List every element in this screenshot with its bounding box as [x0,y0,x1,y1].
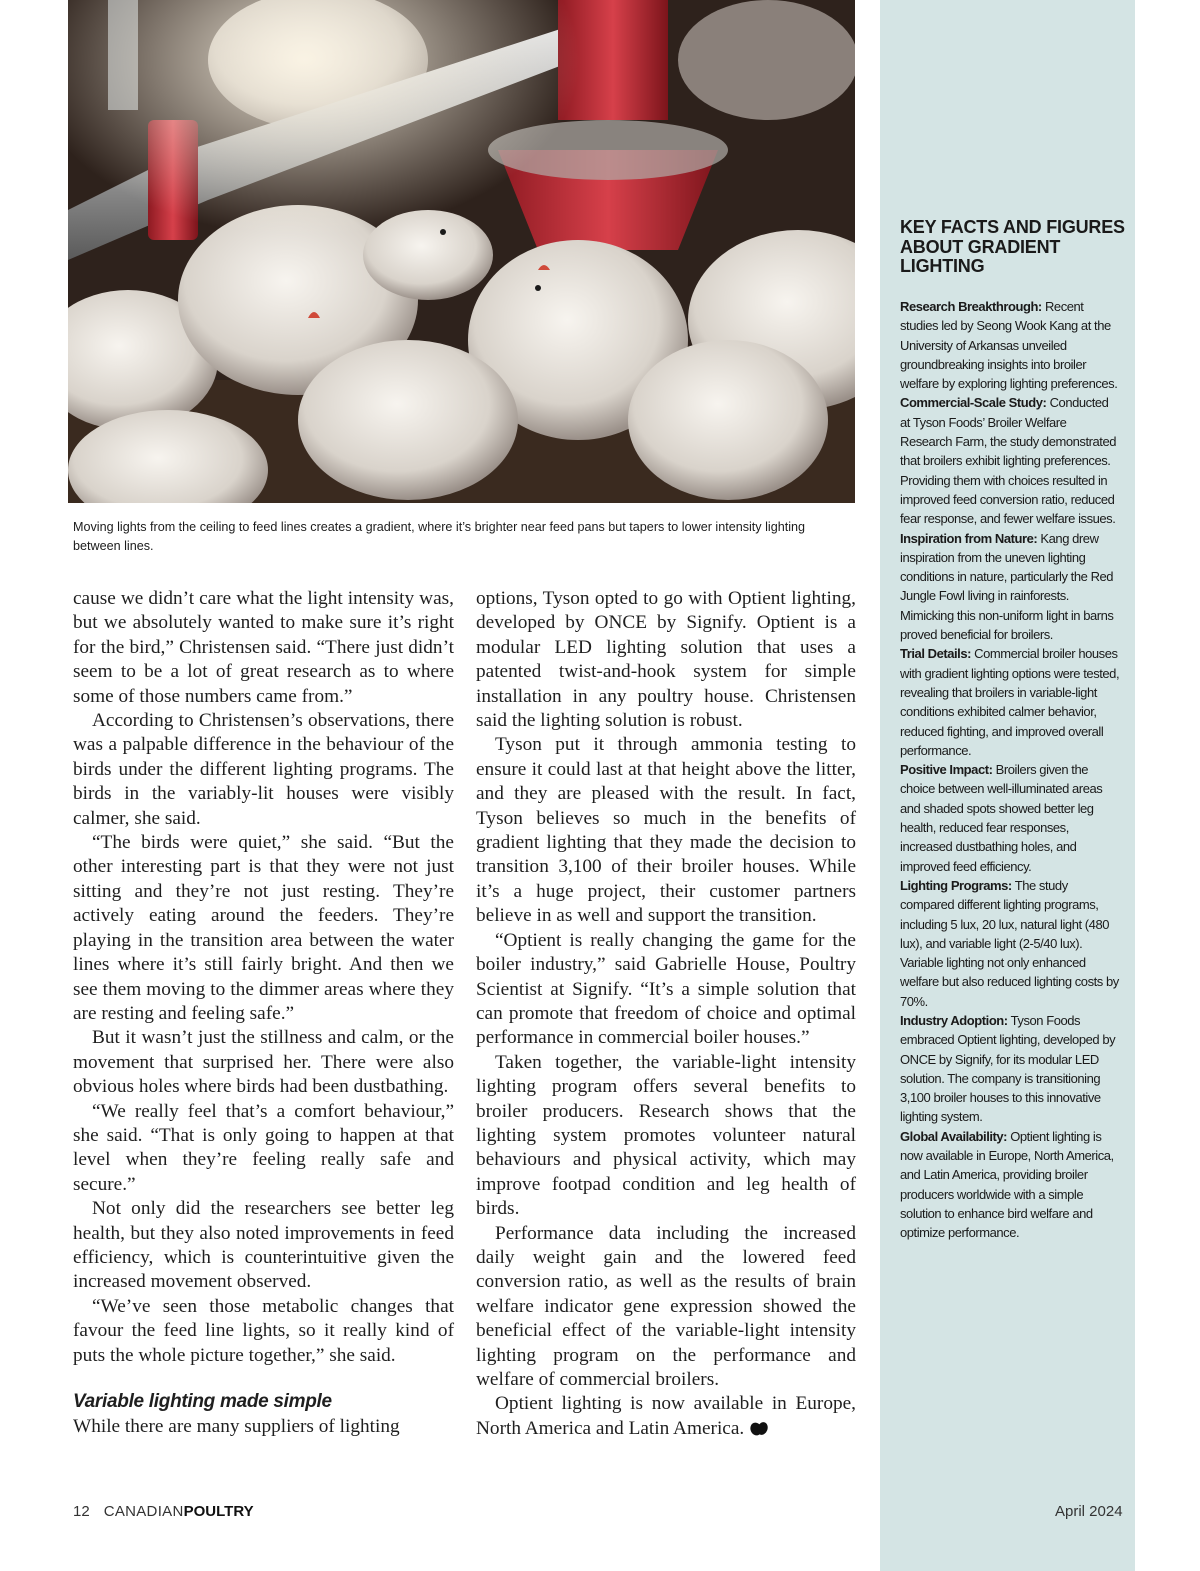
fact-text: Tyson Foods embraced Optient lighting, developed by ONCE by Signify, for its modular LED solution. The company is transitioning 3,100 broiler houses to this innovative lighting system. [900,1012,1116,1125]
issue-date: April 2024 [1055,1503,1123,1520]
end-mark-icon [750,1421,768,1436]
article-paragraph: Not only did the researchers see better leg health, but they also noted improvements in feed efficiency, which is counterintuitive given the increased movement observed. [73,1198,454,1293]
fact-label: Positive Impact: [900,762,993,778]
article-photo [68,0,855,503]
article-paragraph: But it wasn’t just the stillness and calm, or the movement that surprised her. There were also obvious holes where birds had been dustbathing. [73,1027,454,1098]
fact-item [900,876,1120,1011]
photo-caption: Moving lights from the ceiling to feed lines creates a gradient, where it’s brighter near feed pans but tapers to lower intensity lighting between lines. [73,520,806,553]
article-column-right [476,587,856,1441]
page-footer-left [73,1503,254,1520]
fact-text: Broilers given the choice between well-illuminated areas and shaded spots showed better leg health, reduced fear responses, increased dustbathing holes, and improved feed efficiency. [900,762,1103,874]
article-final-text: Optient lighting is now available in Europe, North America and Latin America. [476,1393,856,1439]
fact-text: Kang drew inspiration from the uneven lighting conditions in nature, particularly the Red Jungle Fowl living in rainforests. Mimicking this non-uniform light in barns proved beneficial for broilers. [900,530,1114,643]
fact-item [900,297,1120,393]
article-final-paragraph [476,1392,856,1441]
article-paragraph: “We really feel that’s a comfort behaviour,” she said. “That is only going to happen at that level when they’re feeling really safe and secure.” [73,1100,454,1195]
fact-item [900,1011,1120,1127]
fact-label: Inspiration from Nature: [900,530,1038,546]
fact-item [900,1127,1120,1243]
article-paragraph: While there are many suppliers of lighting [73,1416,400,1438]
article-paragraph: cause we didn’t care what the light intensity was, but we absolutely wanted to make sure it’s right for the bird,” Christensen said. “There just didn’t seem to be a lot of great research as to where some of those numbers came from.” [73,588,454,707]
fact-text: Commercial broiler houses with gradient lighting options were tested, revealing that broilers in variable-light conditions exhibited calmer behavior, reduced fighting, and improved overall performance. [900,646,1120,758]
fact-text: Recent studies led by Seong Wook Kang at the University of Arkansas unveiled groundbreaking insights into broiler welfare by exploring lighting preferences. [900,299,1118,392]
sidebar-title: KEY FACTS AND FIGURES ABOUT GRADIENT LIGHTING [900,217,1125,276]
article-column-left [73,587,454,1440]
fact-item [900,760,1120,876]
article-paragraph: Taken together, the variable-light intensity lighting program offers several benefits to broiler producers. Research shows that the lighting system promotes volunteer natural behaviours and physical activity, which may improve footpad condition and leg health of birds. [476,1051,856,1220]
sidebar-facts-list [900,297,1120,1243]
article-paragraph: “Optient is really changing the game for the boiler industry,” said Gabrielle House, Poultry Scientist at Signify. “It’s a simple solution that can promote that freedom of choice and optimal performance in commercial boiler houses.” [476,929,856,1049]
article-paragraph: “We’ve seen those metabolic changes that favour the feed line lights, so it really kind of puts the whole picture together,” she said. [73,1295,454,1366]
publication-prefix: CANADIAN [103,1503,184,1520]
fact-label: Research Breakthrough: [900,299,1042,314]
article-paragraph: options, Tyson opted to go with Optient lighting, developed by ONCE by Signify. Optient is a modular LED lighting solution that uses a patented twist-and-hook system for simple installation in any poultry house. Christensen said the lighting solution is robust. [476,588,856,732]
article-paragraph: According to Christensen’s observations, there was a palpable difference in the behaviour of the birds under the different lighting programs. The birds in the variably-lit houses were visibly calmer, she said. [73,710,454,829]
fact-label: Commercial-Scale Study: [900,395,1047,411]
fact-label: Global Availability: [900,1128,1008,1144]
fact-label: Industry Adoption: [900,1012,1008,1028]
fact-item [900,393,1120,528]
fact-label: Lighting Programs: [900,877,1012,893]
article-subhead: Variable lighting made simple [73,1391,332,1412]
fact-item [900,529,1120,645]
fact-label: Trial Details: [900,646,972,662]
page-number: 12 [73,1503,90,1520]
key-facts-sidebar [880,0,1135,1571]
fact-text: Optient lighting is now available in Europe, North America, and Latin America, providing broiler producers worldwide with a simple solution to enhance bird welfare and optimize performance. [900,1128,1114,1241]
fact-text: Conducted at Tyson Foods’ Broiler Welfare Research Farm, the study demonstrated that broilers exhibit lighting preferences. Providing them with choices resulted in improved feed conversion ratio, reduced fear response, and fewer welfare issues. [900,395,1117,527]
chickens-feeder-image [68,0,855,503]
article-paragraph: Performance data including the increased daily weight gain and the lowered feed conversion ratio, as well as the results of brain welfare indicator gene expression showed the beneficial effect of the variable-light intensity lighting program on the performance and welfare of commercial broilers. [476,1222,856,1390]
fact-text: The study compared different lighting programs, including 5 lux, 20 lux, natural light (480 lux), and variable light (2-5/40 lux). Variable lighting not only enhanced welfare but also reduced lighting costs by 70%. [900,877,1119,1009]
publication-name: POULTRY [183,1503,254,1520]
article-paragraph: Tyson put it through ammonia testing to ensure it could last at that height above the litter, and they are pleased with the result. In fact, Tyson believes so much in the benefits of gradient lighting that they made the decision to transition 3,100 of their broiler houses. While it’s a huge project, their customer partners believe in as well and support the transition. [476,734,856,927]
fact-item [900,644,1120,760]
article-paragraph: “The birds were quiet,” she said. “But the other interesting part is that they were not just sitting and they’re not just resting. They’re actively eating around the feeders. They’re playing in the transition area between the water lines where it’s still fairly bright. And then we see them moving to the dimmer areas where they are resting and feeling safe.” [73,832,454,1024]
